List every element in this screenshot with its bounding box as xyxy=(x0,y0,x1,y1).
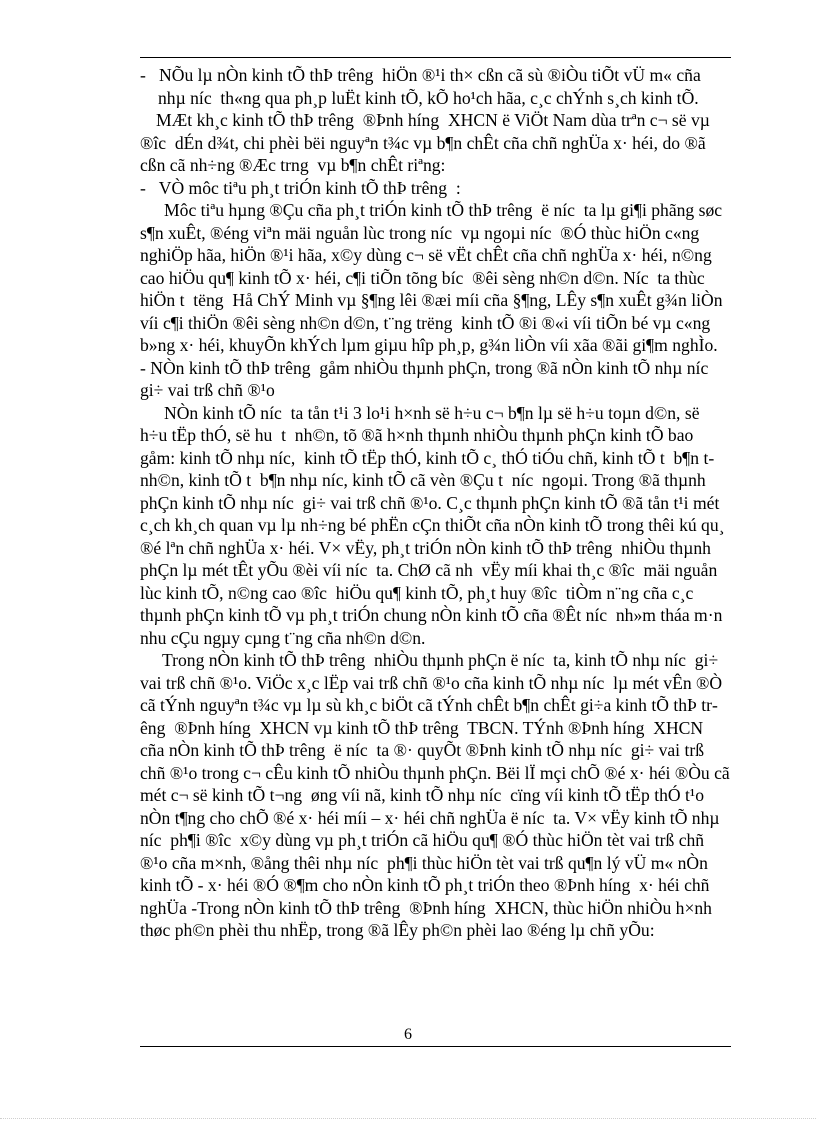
paragraph-state-economy-role: Trong nÒn kinh tÕ thÞ trêng nhiÒu thµnh phÇn ë níc ta, kinh tÕ nhµ níc gi÷ vai trß chñ ®¹o. ViÖc x¸c lËp vai trß chñ ®¹o cña kinh tÕ nhµ níc lµ mét vÊn ®Ò cã tÝnh nguyªn t¾c vµ lµ sù kh¸c biÖt cã tÝnh chÊt b¶n chÊt gi÷a kinh tÕ thÞ trêng ®Þnh híng XHCN vµ kinh tÕ thÞ trêng TBCN. TÝnh ®Þnh híng XHCN cña nÒn kinh tÕ thÞ trêng ë níc ta ®· quyÕt ®Þnh kinh tÕ nhµ níc gi÷ vai trß chñ ®¹o trong c¬ cÊu kinh tÕ nhiÒu thµnh phÇn. Bëi lÏ mçi chÕ ®é x· héi ®Òu cã mét c¬ së kinh tÕ t¬ng øng víi nã, kinh tÕ nhµ níc cïng víi kinh tÕ tËp thÓ t¹o nÒn t¶ng cho chÕ ®é x· héi míi – x· héi chñ nghÜa ë níc ta. V× vËy kinh tÕ nhµ níc ph¶i ®îc x©y dùng vµ ph¸t triÓn cã hiÖu qu¶ ®Ó thùc hiÖn tèt vai trß chñ ®¹o cña m×nh, ®ång thêi nhµ níc ph¶i thùc hiÖn tèt vai trß qu¶n lý vÜ m« nÒn kinh tÕ - x· héi ®Ó ®¶m cho nÒn kinh tÕ ph¸t triÓn theo ®Þnh híng x· héi chñ nghÜa -Trong nÒn kinh tÕ thÞ trêng ®Þnh híng XHCN, thùc hiÖn nhiÒu h×nh thøc ph©n phèi thu nhËp, trong ®ã lÊy ph©n phèi lao ®éng lµ chñ yÕu: xyxy=(140,650,735,940)
page-bottom-dotted-border xyxy=(0,1118,816,1119)
page-number: 6 xyxy=(404,1026,412,1043)
paragraph-ownership-types: NÒn kinh tÕ níc ta tån t¹i 3 lo¹i h×nh së h÷u c¬ b¶n lµ së h÷u toµn d©n, së h÷u tËp thÓ, së hu t nh©n, tõ ®ã h×nh thµnh nhiÒu thµnh phÇn kinh tÕ bao gåm: kinh tÕ nhµ níc, kinh tÕ tËp thÓ, kinh tÕ c¸ thÓ tiÓu chñ, kinh tÕ t b¶n t nh©n, kinh tÕ t b¶n nhµ níc, kinh tÕ cã vèn ®Çu t níc ngoµi. Trong ®ã thµnh phÇn kinh tÕ nhµ níc gi÷ vai trß chñ ®¹o. C¸c thµnh phÇn kinh tÕ ®ã tån t¹i mét c¸ch kh¸ch quan vµ lµ nh÷ng bé phËn cÇn thiÕt cña nÒn kinh tÕ trong thêi kú qu¸ ®é lªn chñ nghÜa x· héi. V× vËy, ph¸t triÓn nÒn kinh tÕ thÞ trêng nhiÒu thµnh phÇn lµ mét tÊt yÕu ®èi víi níc ta. ChØ cã nh vËy míi khai th¸c ®îc mäi nguån lùc kinh tÕ, n©ng cao ®îc hiÖu qu¶ kinh tÕ, ph¸t huy ®îc tiÒm n¨ng cña c¸c thµnh phÇn kinh tÕ vµ ph¸t triÓn chung nÒn kinh tÕ cña ®Êt níc nh»m tháa m·n nhu cÇu ngµy cµng t¨ng cña nh©n d©n. xyxy=(140,402,729,648)
paragraph-bullet-goals-heading: - VÒ môc tiªu ph¸t triÓn kinh tÕ thÞ trêng : xyxy=(140,177,461,198)
paragraph-bullet-multi-sector: - NÒn kinh tÕ thÞ trêng gåm nhiÒu thµnh phÇn, trong ®ã nÒn kinh tÕ nhµ níc gi÷ vai trß chñ ®¹o xyxy=(140,357,718,400)
document-body xyxy=(140,64,735,942)
header-rule xyxy=(140,57,731,58)
paragraph-socialist-orientation: MÆt kh¸c kinh tÕ thÞ trêng ®Þnh híng XHCN ë ViÖt Nam dùa trªn c¬ së vµ ®îc dÉn d¾t, chi phèi bëi nguyªn t¾c vµ b¶n chÊt cña chñ nghÜa x· héi, do ®ã cßn cã nh÷ng ®Æc trng vµ b¶n chÊt riªng: xyxy=(140,110,715,175)
footer-rule xyxy=(140,1046,731,1047)
paragraph-development-goals: Môc tiªu hµng ®Çu cña ph¸t triÓn kinh tÕ thÞ trêng ë níc ta lµ gi¶i phãng søc s¶n xuÊt, ®éng viªn mäi nguån lùc trong níc vµ ngoµi níc ®Ó thùc hiÖn c«ng nghiÖp hãa, hiÖn ®¹i hãa, x©y dùng c¬ së vËt chÊt cña chñ nghÜa x· héi, n©ng cao hiÖu qu¶ kinh tÕ x· héi, c¶i tiÕn tõng bíc ®êi sèng nh©n d©n. Níc ta thùc hiÖn t tëng Hå ChÝ Minh vµ §¶ng lêi ®æi míi cña §¶ng, LÊy s¶n xuÊt g¾n liÒn víi c¶i thiÖn ®êi sèng nh©n d©n, t¨ng trëng kinh tÕ ®i ®«i víi tiÕn bé vµ c«ng b»ng x· héi, khuyÕn khÝch lµm giµu hîp ph¸p, g¾n liÒn víi xãa ®ãi gi¶m nghÌo. xyxy=(140,200,727,355)
paragraph-bullet-intervention: - NÕu lµ nÒn kinh tÕ thÞ trêng hiÖn ®¹i th× cßn cã sù ®iÒu tiÕt vÜ m« cña nhµ níc th«ng qua ph¸p luËt kinh tÕ, kÕ ho¹ch hãa, c¸c chÝnh s¸ch kinh tÕ. xyxy=(140,65,706,108)
